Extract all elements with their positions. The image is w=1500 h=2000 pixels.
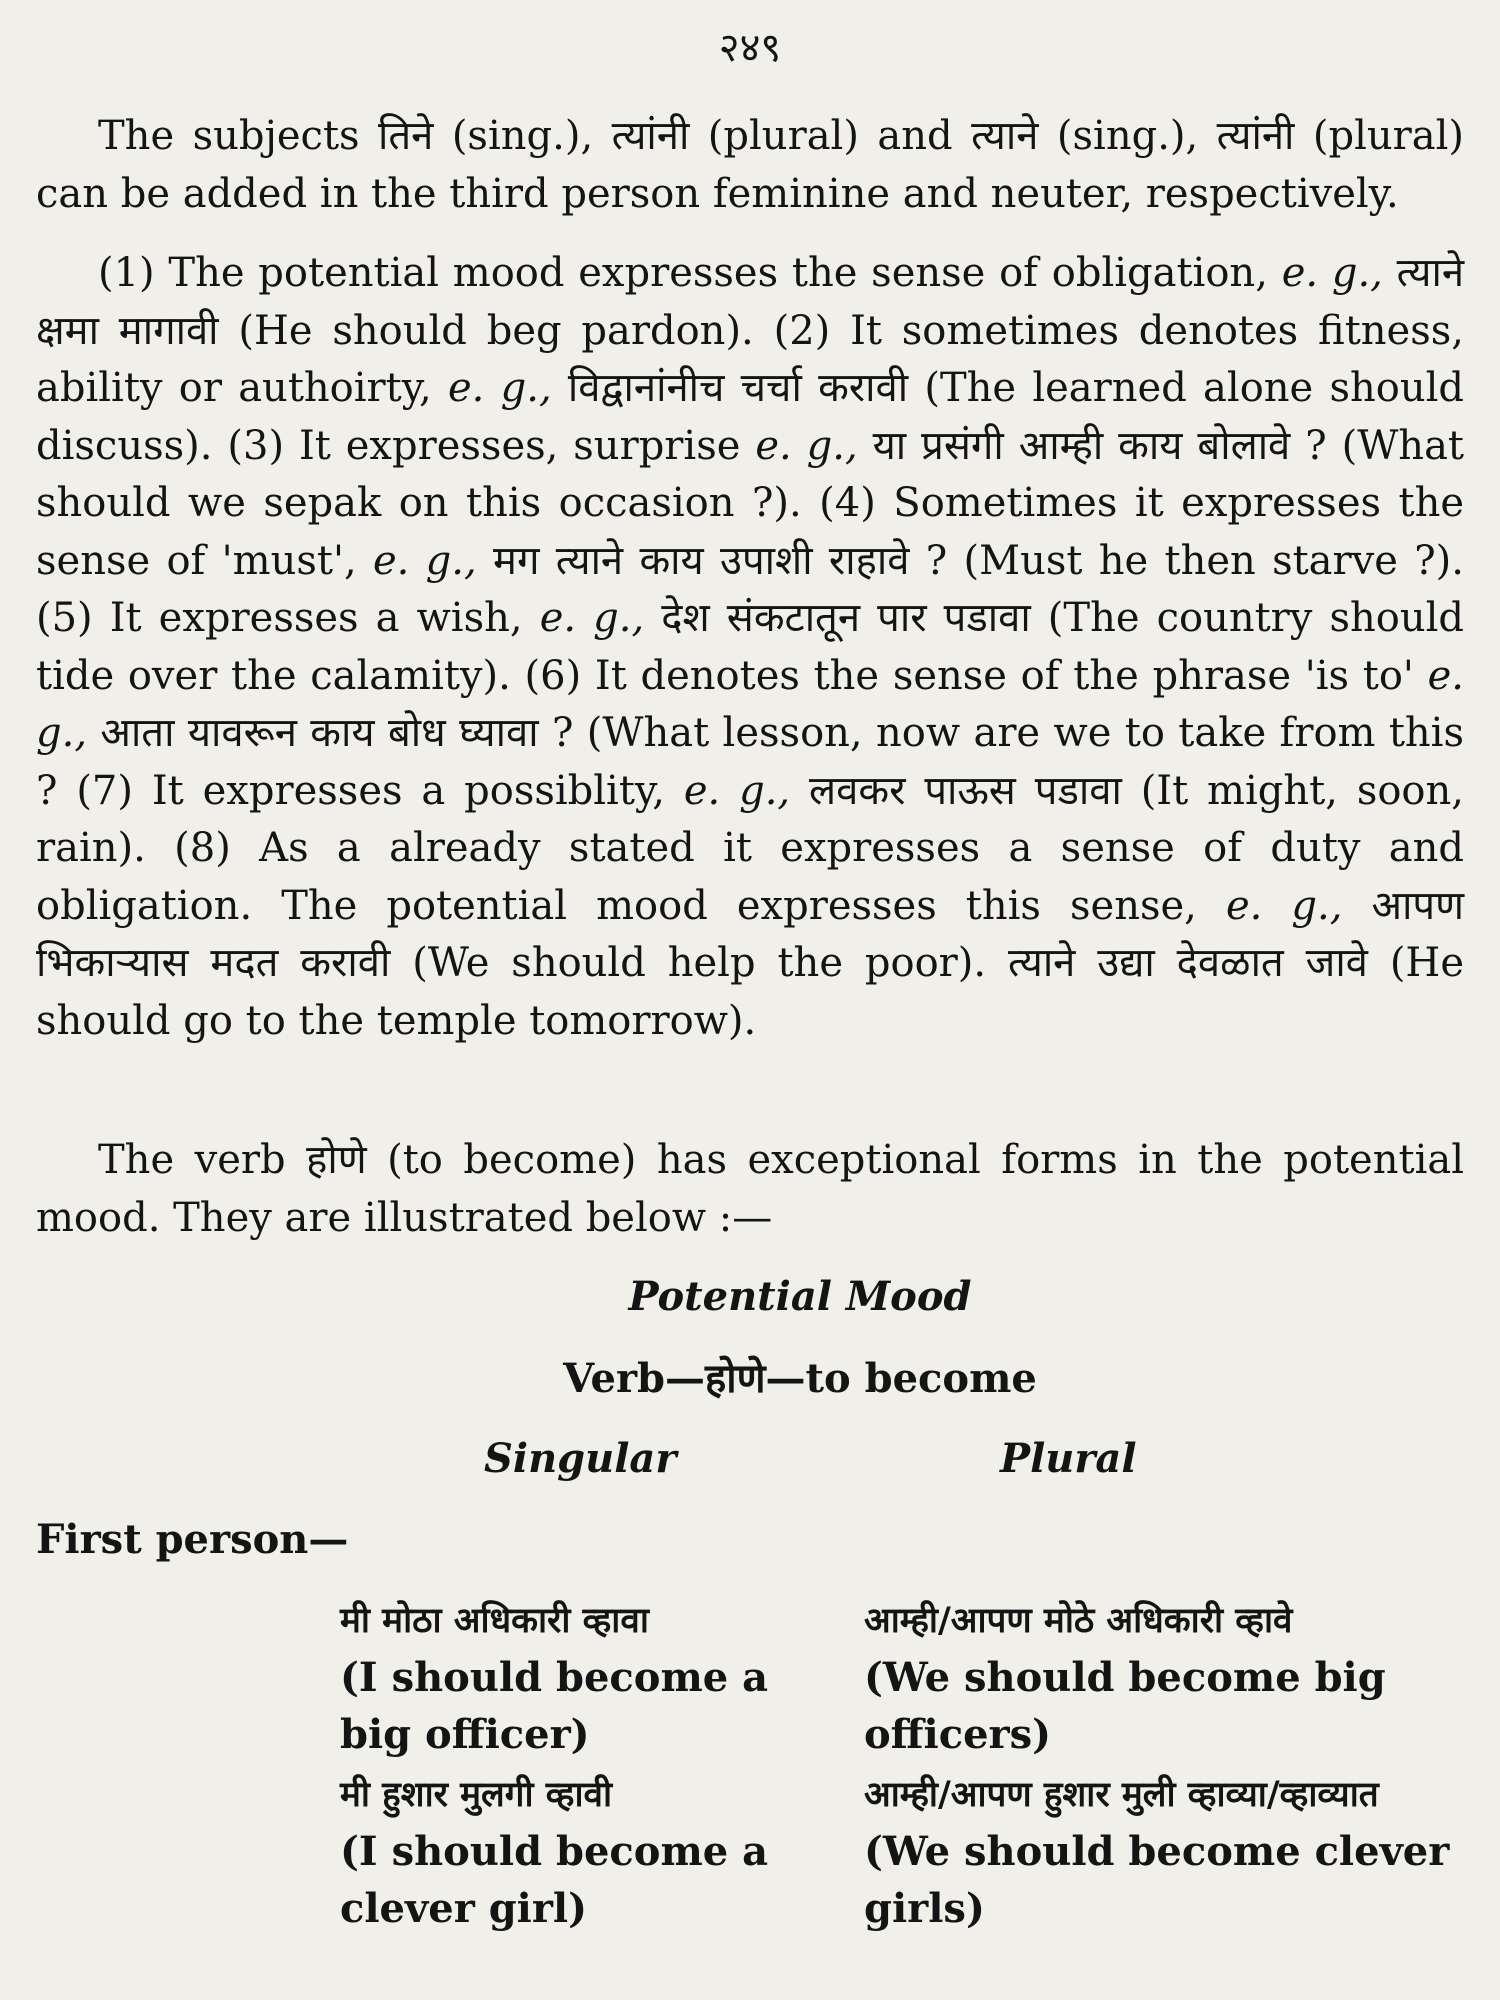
column-header-plural: Plural	[1000, 1435, 1137, 1482]
table-title: Potential Mood	[628, 1273, 972, 1320]
row-label-first-person: First person—	[36, 1516, 349, 1563]
page-number: २४९	[718, 25, 782, 71]
paragraph-subjects: The subjects तिने (sing.), त्यांनी (plural) and त्याने (sing.), त्यांनी (plural) can be added in the third person feminine and neuter, respectively.	[36, 113, 1464, 217]
plural-form-1: आम्ही/आपण मोठे अधिकारी व्हावे (We should become big officers)	[864, 1600, 1386, 1758]
plural-form-2: आम्ही/आपण हुशार मुली व्हाव्या/व्हाव्यात (We should become clever girls)	[864, 1774, 1450, 1932]
singular-form-2: मी हुशार मुलगी व्हावी (I should become a clever girl)	[340, 1774, 769, 1932]
paragraph-potential-mood-uses: (1) The potential mood expresses the sense of obligation, e. g., त्याने क्षमा मागावी (He should beg pardon). (2) It sometimes denotes fitness, ability or authoirty, e. g., विद्वानांनीच चर्चा करावी (The learned alone should discuss). (3) It expresses, surprise e. g., या प्रसंगी आम्ही काय बोलावे ? (What should we sepak on this occasion ?). (4) Sometimes it expresses the sense of 'must', e. g., मग त्याने काय उपाशी राहावे ? (Must he then starve ?). (5) It expresses a wish, e. g., देश संकटातून पार पडावा (The country should tide over the calamity). (6) It denotes the sense of the phrase 'is to' e. g., आता यावरून काय बोध घ्यावा ? (What lesson, now are we to take from this ? (7) It expresses a possiblity, e. g., लवकर पाऊस पडावा (It might, soon, rain). (8) As a already stated it expresses a sense of duty and obligation. The potential mood expresses this sense, e. g., आपण भिकाऱ्यास मदत करावी (We should help the poor). त्याने उद्या देवळात जावे (He should go to the temple tomorrow).	[36, 250, 1465, 1044]
verb-line: Verb—होणे—to become	[563, 1355, 1037, 1402]
paragraph-verb-intro: The verb होणे (to become) has exceptional forms in the potential mood. They are illustrated below :—	[36, 1137, 1464, 1241]
singular-form-1: मी मोठा अधिकारी व्हावा (I should become a big officer)	[340, 1600, 769, 1758]
column-header-singular: Singular	[484, 1435, 677, 1482]
